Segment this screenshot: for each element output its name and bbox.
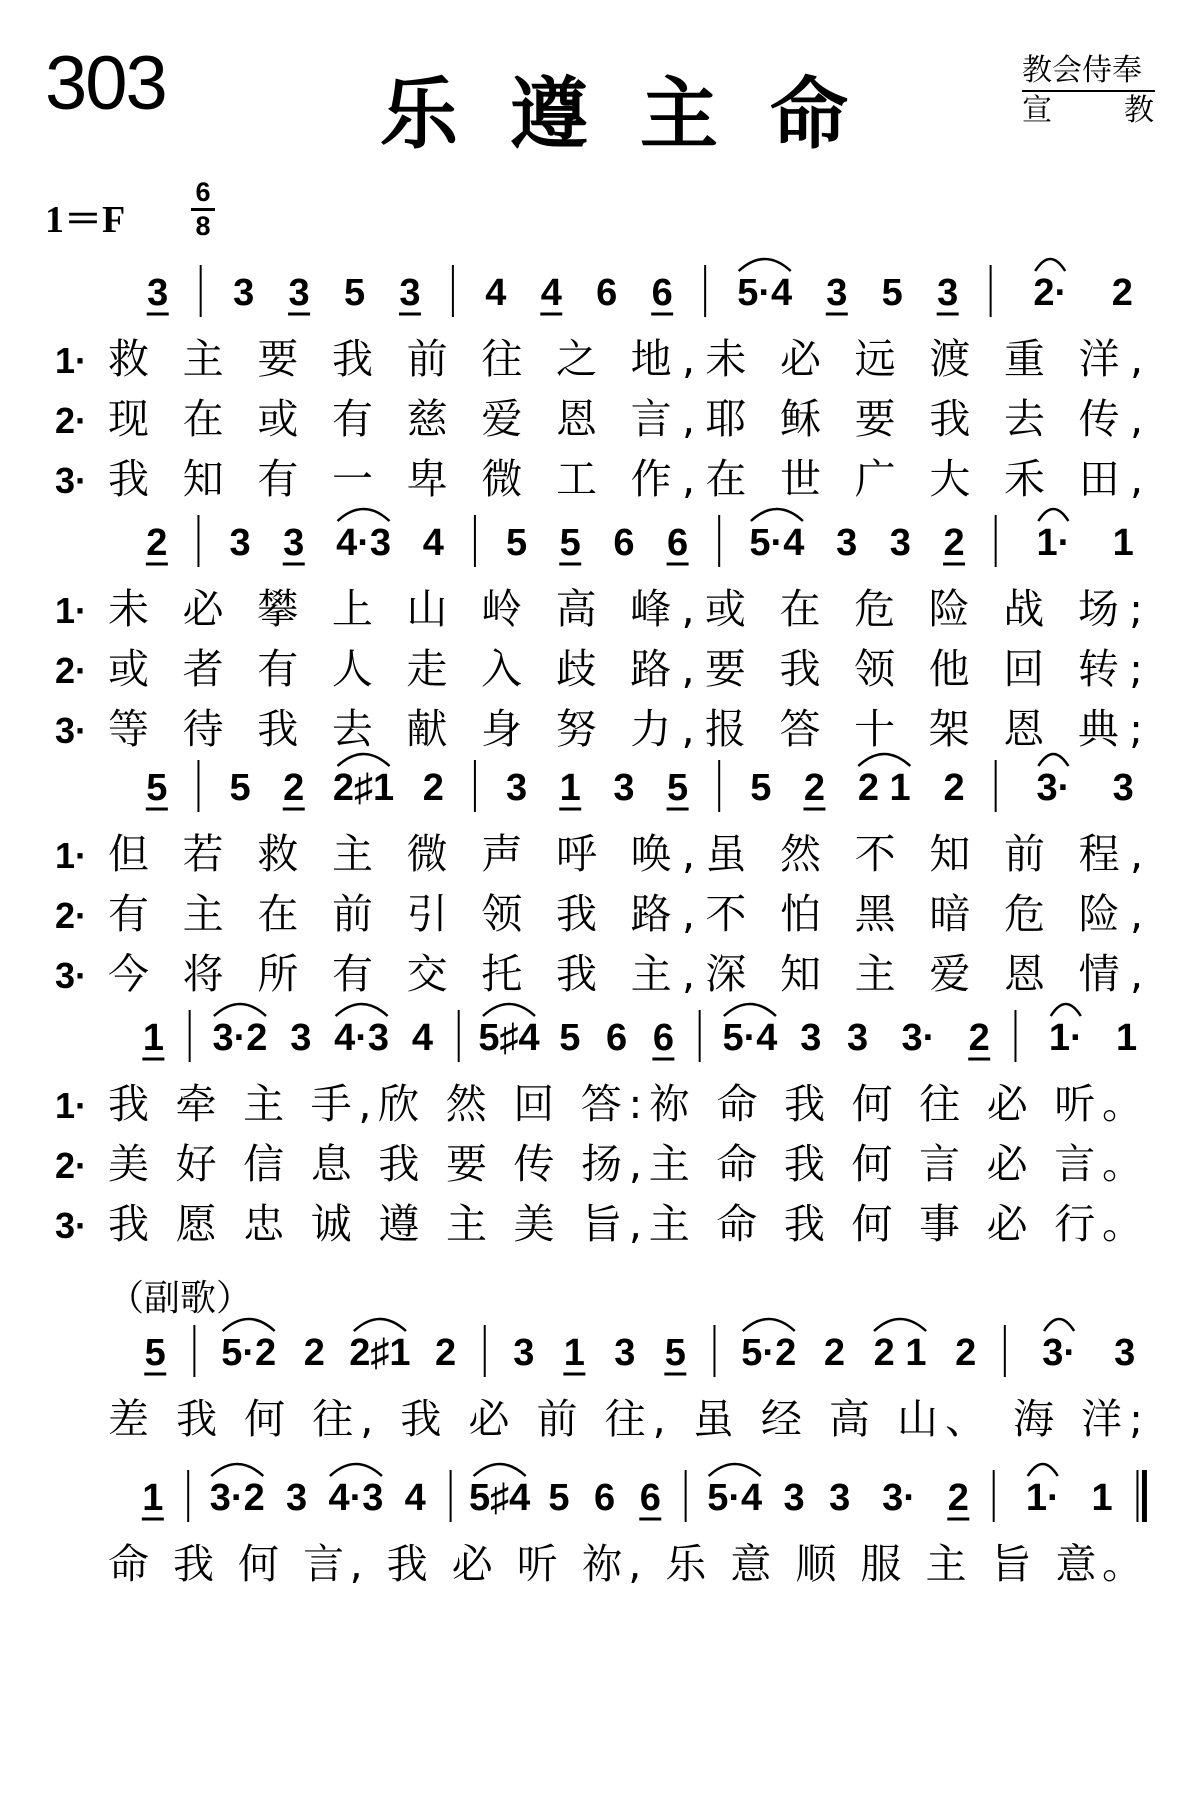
tie-arc [1044, 1319, 1074, 1331]
hymn-number: 303 [45, 41, 166, 126]
note: 1 [1116, 1017, 1138, 1059]
note: 3· [882, 1477, 916, 1519]
note: 5 [144, 1332, 166, 1374]
verse-number: 2· [55, 650, 88, 691]
lyric-line: 现 在 或 有 慈 爱 恩 言,耶 稣 要 我 去 传, [108, 395, 1143, 443]
category-line-2-char-2: 教 [1124, 93, 1154, 128]
note: 5 [559, 522, 581, 564]
note: 3 [889, 522, 911, 564]
tie-arc [724, 1004, 776, 1016]
note: 3 [1112, 767, 1134, 809]
note: 5 [664, 1332, 686, 1374]
note: 5·2 [221, 1332, 277, 1374]
tie-arc [474, 1464, 526, 1476]
tie-arc [338, 509, 390, 521]
note: 2♯1 [332, 767, 395, 809]
note: 1 [142, 1477, 164, 1519]
note: 4·3 [334, 1017, 390, 1059]
lyric-line: 命 我 何 言, 我 必 听 祢, 乐 意 顺 服 主 旨 意。 [108, 1540, 1143, 1588]
note: 2 [1111, 272, 1133, 314]
note: 3· [1042, 1332, 1077, 1374]
note: 6 [594, 1477, 616, 1519]
note: 4·3 [328, 1477, 384, 1519]
note: 3 [513, 1332, 535, 1374]
note: 1· [1036, 522, 1071, 564]
lyric-line: 我 牵 主 手,欣 然 回 答:祢 命 我 何 往 必 听。 [108, 1080, 1143, 1128]
note: 4·3 [336, 522, 391, 564]
verse-number: 3· [55, 955, 88, 996]
note: 3 [783, 1477, 805, 1519]
lyric-line: 今 将 所 有 交 托 我 主,深 知 主 爱 恩 情, [108, 950, 1143, 998]
lyric-line: 未 必 攀 上 山 岭 高 峰,或 在 危 险 战 场; [108, 585, 1143, 633]
note: 3 [829, 1477, 851, 1519]
note: 6 [651, 272, 673, 314]
note: 5 [559, 1017, 581, 1059]
note: 2 [968, 1017, 990, 1059]
note: 3 [836, 522, 858, 564]
lyric-line: 我 知 有 一 卑 微 工 作,在 世 广 大 禾 田, [108, 455, 1143, 503]
time-signature-top: 6 [195, 177, 211, 207]
lyric-line: 有 主 在 前 引 领 我 路,不 怕 黑 暗 危 险, [108, 890, 1143, 938]
note: 5♯4 [469, 1477, 531, 1519]
tie-arc [1038, 754, 1068, 766]
tie-arc [483, 1004, 535, 1016]
note: 5 [750, 767, 772, 809]
note: 6 [652, 1017, 674, 1059]
note: 2 [146, 522, 168, 564]
note: 5·4 [722, 1017, 778, 1059]
note: 4 [485, 272, 507, 314]
note: 5 [881, 272, 903, 314]
note: 2 [943, 767, 965, 809]
note: 5 [146, 767, 168, 809]
note: 5 [505, 522, 528, 564]
note: 2 [283, 767, 305, 809]
note: 6 [606, 1017, 628, 1059]
note: 3 [399, 272, 421, 314]
note: 1 [559, 767, 581, 809]
tie-arc [743, 1319, 795, 1331]
category-line-1: 教会侍奉 [1022, 52, 1155, 92]
note: 2 [422, 767, 444, 809]
note: 3 [290, 1017, 312, 1059]
note: 5 [548, 1477, 570, 1519]
note: 5·4 [749, 522, 805, 564]
verse-number: 2· [55, 1145, 88, 1186]
note: 4 [411, 1017, 434, 1059]
note: 5·4 [707, 1477, 763, 1519]
time-signature-bottom: 8 [195, 211, 211, 241]
note: 2· [1033, 272, 1068, 314]
note: 3· [1036, 767, 1071, 809]
tie-arc [1028, 1464, 1058, 1476]
lyric-line: 救 主 要 我 前 往 之 地,未 必 远 渡 重 洋, [108, 335, 1143, 383]
note: 3 [286, 1477, 308, 1519]
note: 5 [229, 767, 251, 809]
verse-number: 1· [55, 590, 88, 631]
note: 5·2 [741, 1332, 797, 1374]
note: 6 [596, 272, 618, 314]
note: 1 [563, 1332, 585, 1374]
tie-arc [211, 1464, 263, 1476]
note: 2 1 [873, 1332, 927, 1374]
note: 2 [303, 1332, 325, 1374]
note: 2 [943, 522, 965, 564]
verse-number: 3· [55, 710, 88, 751]
note: 3 [614, 1332, 636, 1374]
note: 5·4 [737, 272, 793, 314]
note: 3 [800, 1017, 822, 1059]
note: 2♯1 [349, 1332, 411, 1374]
lyric-line: 等 待 我 去 献 身 努 力,报 答 十 架 恩 典; [108, 705, 1143, 753]
note: 2 [803, 767, 826, 809]
note: 3 [1114, 1332, 1136, 1374]
category-line-2-char-1: 宣 [1022, 93, 1052, 128]
note: 3 [288, 272, 310, 314]
note: 3 [937, 272, 959, 314]
tie-arc [751, 509, 803, 521]
note: 3 [229, 522, 251, 564]
verse-number: 1· [55, 340, 88, 381]
note: 3 [826, 272, 848, 314]
tie-arc [858, 754, 910, 766]
note: 1· [1048, 1017, 1083, 1059]
lyric-line: 差 我 何 往, 我 必 前 往, 虽 经 高 山、 海 洋; [108, 1395, 1143, 1443]
key-signature: 1＝F [45, 199, 126, 241]
note: 3 [846, 1017, 869, 1059]
tie-arc [336, 1004, 388, 1016]
note: 4 [404, 1477, 426, 1519]
note: 2 [955, 1332, 977, 1374]
note: 6 [667, 522, 689, 564]
note: 2 [823, 1332, 845, 1374]
note: 1· [1025, 1477, 1060, 1519]
verse-number: 3· [55, 1205, 88, 1246]
note: 6 [613, 522, 635, 564]
lyric-line: 我 愿 忠 诚 遵 主 美 旨,主 命 我 何 事 必 行。 [108, 1200, 1143, 1248]
tie-arc [330, 1464, 382, 1476]
lyric-line: 美 好 信 息 我 要 传 扬,主 命 我 何 言 必 言。 [108, 1140, 1143, 1188]
note: 5 [667, 767, 689, 809]
tie-arc [1035, 259, 1065, 271]
note: 3 [283, 522, 305, 564]
note: 3·2 [212, 1017, 268, 1059]
tie-arc [739, 259, 791, 271]
note: 2 [435, 1332, 457, 1374]
note: 3· [901, 1017, 936, 1059]
tie-arc [338, 754, 390, 766]
verse-number: 2· [55, 400, 88, 441]
tie-arc [354, 1319, 406, 1331]
note: 1 [142, 1017, 164, 1059]
lyric-line: 但 若 救 主 微 声 呼 唤,虽 然 不 知 前 程, [108, 830, 1143, 878]
verse-number: 2· [55, 895, 88, 936]
note: 4 [422, 522, 444, 564]
tie-arc [1038, 509, 1068, 521]
lyric-line: 或 者 有 人 走 入 歧 路,要 我 领 他 回 转; [108, 645, 1143, 693]
note: 5♯4 [478, 1017, 540, 1059]
note: 1 [1112, 522, 1134, 564]
tie-arc [223, 1319, 275, 1331]
tie-arc [214, 1004, 266, 1016]
note: 5 [343, 272, 366, 314]
tie-arc [874, 1319, 926, 1331]
note: 3 [505, 767, 528, 809]
note: 2 [947, 1477, 969, 1519]
chorus-label: （副歌） [108, 1278, 253, 1319]
verse-number: 1· [55, 1085, 88, 1126]
tie-arc [709, 1464, 761, 1476]
note: 3·2 [209, 1477, 265, 1519]
note: 1 [1091, 1477, 1113, 1519]
verse-number: 1· [55, 835, 88, 876]
note: 3 [613, 767, 635, 809]
note: 4 [540, 272, 562, 314]
hymn-title: 乐遵主命 [380, 70, 901, 160]
note: 3 [147, 272, 169, 314]
tie-arc [1051, 1004, 1081, 1016]
note: 3 [233, 272, 255, 314]
note: 2 1 [857, 767, 911, 809]
verse-number: 3· [55, 460, 88, 501]
note: 6 [639, 1477, 661, 1519]
